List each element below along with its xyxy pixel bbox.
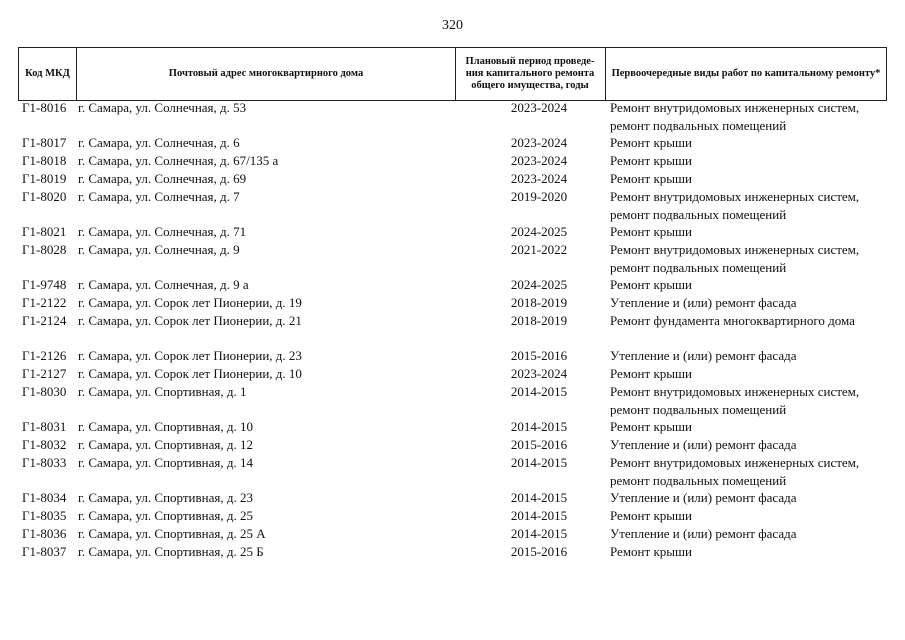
page-number: 320 xyxy=(442,18,463,33)
cell-code: Г1-8033 xyxy=(22,455,67,470)
cell-address: г. Самара, ул. Спортивная, д. 25 xyxy=(78,508,253,523)
cell-works: ремонт подвальных помещений xyxy=(610,259,787,275)
cell-address: г. Самара, ул. Солнечная, д. 9 xyxy=(78,242,240,257)
cell-address: г. Самара, ул. Сорок лет Пионерии, д. 10 xyxy=(78,366,302,381)
cell-period: 2023-2024 xyxy=(510,366,568,381)
cell-works: Ремонт крыши xyxy=(610,135,692,150)
cell-works: Ремонт внутридомовых инженерных систем, xyxy=(610,455,860,470)
cell-code: Г1-8036 xyxy=(22,526,67,541)
cell-address: г. Самара, ул. Спортивная, д. 23 xyxy=(78,490,253,505)
cell-code: Г1-8019 xyxy=(22,171,67,186)
cell-address: г. Самара, ул. Спортивная, д. 1 xyxy=(78,384,247,399)
cell-period: 2015-2016 xyxy=(510,348,568,363)
cell-period: 2014-2015 xyxy=(510,490,568,505)
cell-address: г. Самара, ул. Спортивная, д. 25 А xyxy=(78,526,266,541)
cell-address: г. Самара, ул. Солнечная, д. 71 xyxy=(78,224,247,239)
cell-address: г. Самара, ул. Солнечная, д. 67/135 а xyxy=(78,153,279,168)
cell-address: г. Самара, ул. Солнечная, д. 69 xyxy=(78,171,247,186)
cell-period: 2015-2016 xyxy=(510,437,568,452)
cell-works: Утепление и (или) ремонт фасада xyxy=(610,526,797,541)
cell-period: 2014-2015 xyxy=(510,419,568,434)
cell-address: г. Самара, ул. Солнечная, д. 9 а xyxy=(78,277,249,292)
cell-address: г. Самара, ул. Спортивная, д. 10 xyxy=(78,419,253,434)
cell-address: г. Самара, ул. Сорок лет Пионерии, д. 23 xyxy=(78,348,302,363)
cell-works: Ремонт крыши xyxy=(610,224,692,239)
cell-address: г. Самара, ул. Солнечная, д. 53 xyxy=(78,100,247,115)
cell-code: Г1-8035 xyxy=(22,508,67,523)
cell-code: Г1-8031 xyxy=(22,419,67,434)
cell-code: Г1-8034 xyxy=(22,490,67,505)
cell-works: Утепление и (или) ремонт фасада xyxy=(610,437,797,452)
cell-works: Ремонт крыши xyxy=(610,171,692,186)
cell-works: Ремонт крыши xyxy=(610,508,692,523)
cell-code: Г1-8016 xyxy=(22,100,67,115)
cell-address: г. Самара, ул. Солнечная, д. 6 xyxy=(78,135,240,150)
cell-address: г. Самара, ул. Спортивная, д. 12 xyxy=(78,437,253,452)
cell-code: Г1-8032 xyxy=(22,437,67,452)
cell-period: 2014-2015 xyxy=(510,384,568,399)
cell-code: Г1-2126 xyxy=(22,348,67,363)
cell-works: Ремонт крыши xyxy=(610,366,692,381)
cell-period: 2024-2025 xyxy=(510,277,568,292)
cell-address: г. Самара, ул. Спортивная, д. 14 xyxy=(78,455,253,470)
cell-works: Утепление и (или) ремонт фасада xyxy=(610,295,797,310)
cell-period: 2024-2025 xyxy=(510,224,568,239)
cell-period: 2023-2024 xyxy=(510,171,568,186)
cell-works: ремонт подвальных помещений xyxy=(610,401,787,417)
cell-code: Г1-2127 xyxy=(22,366,67,381)
cell-works: Ремонт крыши xyxy=(610,277,692,292)
cell-address: г. Самара, ул. Сорок лет Пионерии, д. 19 xyxy=(78,295,302,310)
cell-works: ремонт подвальных помещений xyxy=(610,472,787,488)
cell-works: Утепление и (или) ремонт фасада xyxy=(610,348,797,363)
cell-works: Ремонт крыши xyxy=(610,544,692,559)
cell-code: Г1-8017 xyxy=(22,135,67,150)
cell-period: 2018-2019 xyxy=(510,295,568,310)
cell-code: Г1-8021 xyxy=(22,224,67,239)
cell-works: Ремонт крыши xyxy=(610,419,692,434)
cell-works: Ремонт крыши xyxy=(610,153,692,168)
cell-works: Ремонт внутридомовых инженерных систем, xyxy=(610,100,860,115)
cell-period: 2023-2024 xyxy=(510,153,568,168)
header-address: Почтовый адрес многоквартирного дома xyxy=(168,68,364,79)
header-period: Плановый период проведе-ния капитального ремонта общего имущества, годы xyxy=(465,56,595,91)
cell-works: ремонт подвальных помещений xyxy=(610,206,787,222)
cell-code: Г1-2122 xyxy=(22,295,67,310)
table-header xyxy=(18,47,887,101)
cell-code: Г1-9748 xyxy=(22,277,67,292)
cell-period: 2014-2015 xyxy=(510,455,568,470)
cell-code: Г1-8030 xyxy=(22,384,67,399)
cell-address: г. Самара, ул. Сорок лет Пионерии, д. 21 xyxy=(78,313,302,328)
cell-works: Ремонт фундамента многоквартирного дома xyxy=(610,313,855,328)
cell-works: Утепление и (или) ремонт фасада xyxy=(610,490,797,505)
cell-works: Ремонт внутридомовых инженерных систем, xyxy=(610,384,860,399)
cell-period: 2019-2020 xyxy=(510,189,568,204)
cell-code: Г1-8028 xyxy=(22,242,67,257)
cell-address: г. Самара, ул. Солнечная, д. 7 xyxy=(78,189,240,204)
cell-period: 2015-2016 xyxy=(510,544,568,559)
cell-period: 2023-2024 xyxy=(510,100,568,115)
cell-code: Г1-8037 xyxy=(22,544,67,559)
cell-works: Ремонт внутридомовых инженерных систем, xyxy=(610,242,860,257)
cell-period: 2014-2015 xyxy=(510,508,568,523)
cell-works: Ремонт внутридомовых инженерных систем, xyxy=(610,189,860,204)
cell-period: 2021-2022 xyxy=(510,242,568,257)
header-code: Код МКД xyxy=(25,68,70,79)
cell-period: 2023-2024 xyxy=(510,135,568,150)
cell-address: г. Самара, ул. Спортивная, д. 25 Б xyxy=(78,544,264,559)
cell-code: Г1-8018 xyxy=(22,153,67,168)
cell-code: Г1-2124 xyxy=(22,313,67,328)
cell-period: 2014-2015 xyxy=(510,526,568,541)
cell-code: Г1-8020 xyxy=(22,189,67,204)
cell-period: 2018-2019 xyxy=(510,313,568,328)
cell-works: ремонт подвальных помещений xyxy=(610,117,787,133)
header-works: Первоочередные виды работ по капитальному ремонту* xyxy=(611,68,881,79)
